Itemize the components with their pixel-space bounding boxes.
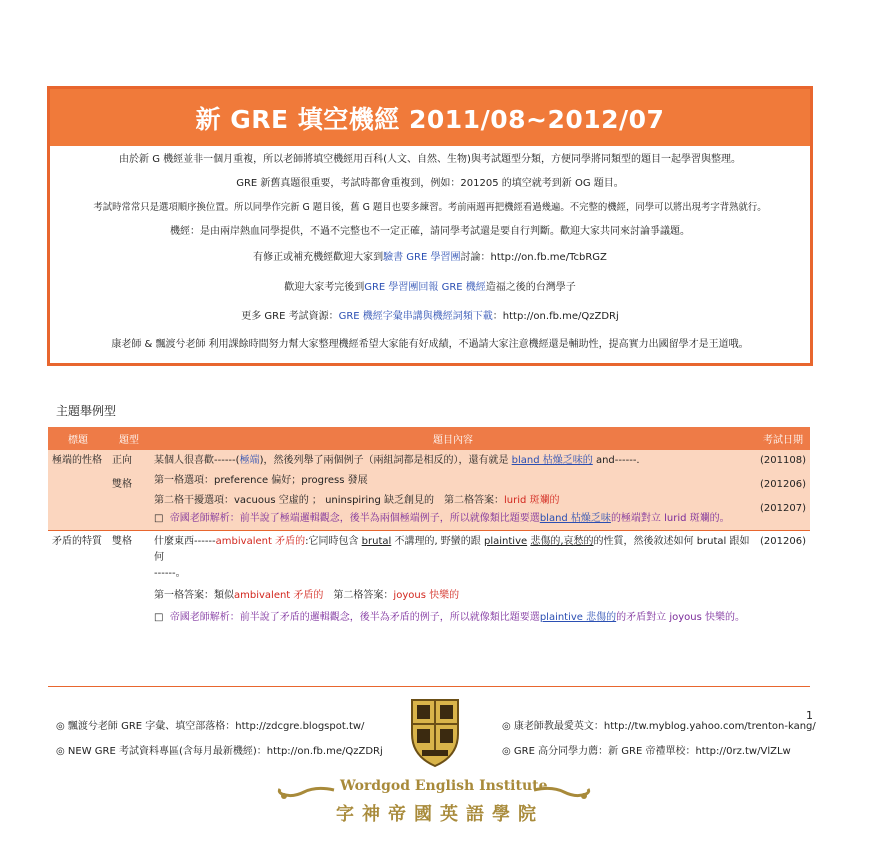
intro-line-8: 康老師 & 飄渡兮老師 利用課餘時間努力幫大家整理機經希望大家能有好成績，不過請大家注意機經還是輔助性，提高實力出國留學才是王道哦。 [111,339,749,350]
intro-line-3: 考試時常常只是選項順序換位置。所以同學作完新 G 題目後，舊 G 題目也要多練習。考前兩週再把機經看過幾遍。不完整的機經，同學可以將出現考字背熟就行。 [93,202,767,213]
options-2-text: 第二格干擾選項：vacuous 空虛的 ； uninspiring 缺乏創見的 第二格答案： [154,495,504,506]
answer-text: 第一格答案：類似 [154,590,234,601]
q-part: and------. [595,455,640,466]
options-1: 第一格選項：preference 偏好；progress 發展 [154,475,368,486]
analysis-note [154,511,752,527]
analysis-text: 帝國老師解析：前半說了極端邏輯觀念，後半為兩個極端例子，所以就像類比題要選 [169,513,540,524]
gre-machine-link[interactable]: GRE 機經 [441,282,486,293]
page-number: 1 [806,709,813,722]
line7-prefix: 更多 GRE 考試資源： [241,311,339,322]
exam-date: (201206) [756,531,810,630]
ornament-left-icon [276,784,336,804]
intro-line-2: GRE 新舊真題很重要，考試時都會重複到，例如：201205 的填空就考到新 OG 題目。 [236,178,624,189]
row-title: 矛盾的特質 [48,531,108,630]
footer-link-blog[interactable]: ◎ 飄渡兮老師 GRE 字彙、填空部落格：http://zdcgre.blogspot.tw/ [56,721,365,732]
logo-chinese-name: 字神帝國英語學院 [336,804,544,825]
q-part: )，然後列舉了兩個例子（兩組詞都是相反的），還有就是 [259,455,509,466]
row-content [150,450,756,531]
col-header-title: 標題 [48,427,108,450]
row-dates [756,450,810,531]
study-group-link[interactable]: 驗書 GRE 學習團 [383,252,461,263]
q-part: 什麼東西------ [154,536,216,547]
footer-link-recommend[interactable]: ◎ GRE 高分同學力薦：新 GRE 帝禮單校：http://0rz.tw/VlZLw [502,746,791,757]
analysis-text: 帝國老師解析：前半說了矛盾的邏輯觀念，後半為矛盾的例子，所以就像類比題要選 [169,612,540,623]
report-link[interactable]: GRE 學習團回報 [364,282,439,293]
question-table [48,427,810,629]
q-keyword: 極端 [239,455,260,466]
row-content [150,531,756,630]
exam-date: (201206) [760,479,806,490]
intro-line-1: 由於新 G 機經並非一個月重複，所以老師將填空機經用百科(人文、自然、生物)與考試題型分類，方便同學將同類型的題目一起學習與整理。 [119,154,741,165]
footer-divider [48,686,810,687]
row-type-1: 正向 [112,455,132,466]
row-type: 雙格 [108,531,150,630]
analysis-keyword: bland 枯燥乏味 [539,513,611,524]
banner-title: 新 GRE 填空機經 2011/08~2012/07 [50,89,810,146]
col-header-type: 題型 [108,427,150,450]
q-keyword: 悲傷的,哀愁的 [530,536,594,547]
answers [154,588,752,604]
exam-date: (201108) [760,455,806,466]
checkbox-icon: □ [154,612,164,623]
options-2 [154,493,752,509]
footer-link-resources[interactable]: ◎ NEW GRE 考試資料專區(含每月最新機經)：http://on.fb.me/QzZDRj [56,746,383,757]
analysis-keyword: plaintive 悲傷的 [539,612,617,623]
analysis-text: 的矛盾對立 joyous 快樂的。 [616,612,745,623]
answer-text: 第二格答案： [323,590,394,601]
vocab-download-link[interactable]: GRE 機經字彙串講與機經詞頻下載 [338,311,493,322]
line6-suffix: 造福之後的台灣學子 [485,282,576,293]
q-keyword: ambivalent 矛盾的 [215,536,306,547]
header-banner [47,86,813,366]
col-header-date: 考試日期 [756,427,810,450]
q-part: 的性質，然後敘述如何 brutal 跟如何 [154,536,750,563]
q-keyword: brutal [361,536,392,547]
section-label: 主題舉例型 [56,404,117,418]
q-keyword: plaintive [484,536,528,547]
exam-date: (201207) [760,503,806,514]
analysis-text: 的極端對立 lurid 斑斕的。 [610,513,730,524]
line6-prefix: 歡迎大家考完後到 [284,282,365,293]
intro-line-6 [50,282,810,294]
row-type [108,450,150,531]
line5-prefix: 有修正或補充機經歡迎大家到 [253,252,384,263]
q-part: ------。 [154,568,186,579]
answer-2: joyous 快樂的 [393,590,460,601]
line7-suffix: ：http://on.fb.me/QzZDRj [492,311,619,322]
crest-logo-icon [404,694,466,768]
question-text [154,453,752,469]
row-type-2: 雙格 [112,479,132,490]
col-header-content: 題目內容 [150,427,756,450]
line5-suffix: 討論：http://on.fb.me/TcbRGZ [460,252,607,263]
ornament-right-icon [532,784,592,804]
intro-line-4: 機經：是由兩岸熱血同學提供，不過不完整也不一定正確，請同學考試還是要自行判斷。歡迎大家共同來討論爭議題。 [170,226,690,237]
answer-2: lurid 斑斕的 [503,495,560,506]
q-part: 不講理的, 野蠻的跟 [394,536,481,547]
table-row [48,531,810,630]
table-header-row [48,427,810,450]
q-part: :它同時包含 [305,536,359,547]
question-text [154,534,752,582]
answer-1: ambivalent 矛盾的 [234,590,324,601]
q-part: 某個人很喜歡------( [154,455,240,466]
intro-line-7 [50,311,810,323]
logo-english-name: Wordgod English Institute [340,778,548,794]
checkbox-icon: □ [154,513,164,524]
table-row [48,450,810,531]
analysis-note [154,610,752,626]
intro-line-5 [50,252,810,264]
q-answer-hint: bland 枯燥乏味的 [511,455,593,466]
footer-link-kang[interactable]: ◎ 康老師教最愛英文：http://tw.myblog.yahoo.com/trenton-kang/ [502,721,816,732]
row-title: 極端的性格 [48,450,108,531]
